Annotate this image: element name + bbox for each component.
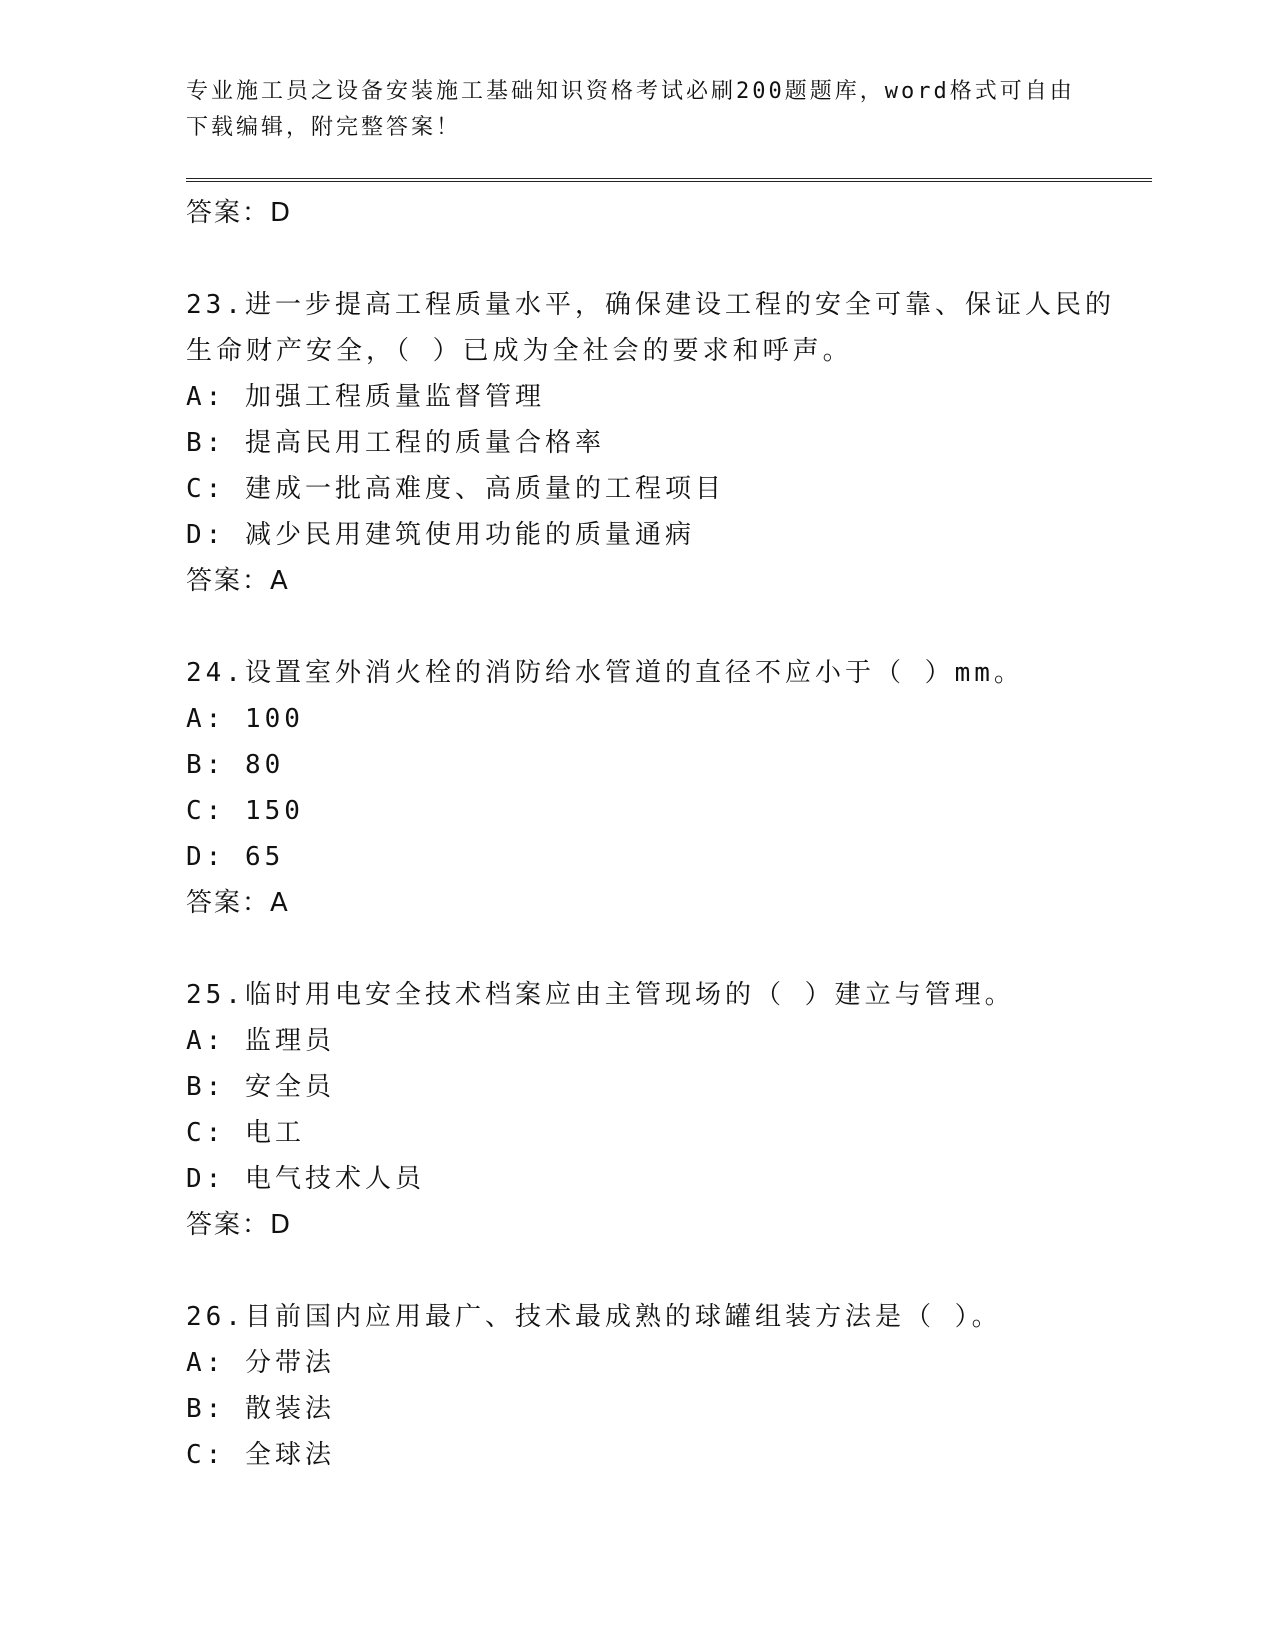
header-divider bbox=[186, 178, 1152, 182]
question-stem: 23.进一步提高工程质量水平，确保建设工程的安全可靠、保证人民的 bbox=[186, 290, 1115, 320]
question-26 bbox=[186, 1294, 1086, 1478]
spacer bbox=[186, 604, 1086, 650]
question-stem: 24.设置室外消火栓的消防给水管道的直径不应小于（ ）mm。 bbox=[186, 658, 1024, 688]
option-d: D: 减少民用建筑使用功能的质量通病 bbox=[186, 520, 695, 550]
question-stem: 25.临时用电安全技术档案应由主管现场的（ ）建立与管理。 bbox=[186, 980, 1015, 1010]
option-d: D: 65 bbox=[186, 842, 285, 872]
answer: 答案：D bbox=[186, 1210, 293, 1240]
question-23 bbox=[186, 282, 1115, 604]
option-c: C: 150 bbox=[186, 796, 304, 826]
question-24 bbox=[186, 650, 1086, 926]
option-b: B: 80 bbox=[186, 750, 285, 780]
option-a: A: 监理员 bbox=[186, 1026, 335, 1056]
question-25 bbox=[186, 972, 1086, 1248]
header-line-1: 专业施工员之设备安装施工基础知识资格考试必刷200题题库，word格式可自由 bbox=[186, 79, 1075, 104]
option-c: C: 全球法 bbox=[186, 1440, 335, 1470]
option-b: B: 安全员 bbox=[186, 1072, 335, 1102]
spacer bbox=[186, 926, 1086, 972]
answer: 答案：A bbox=[186, 566, 290, 596]
header-line-2: 下载编辑，附完整答案！ bbox=[186, 115, 462, 140]
option-a: A: 100 bbox=[186, 704, 304, 734]
option-c: C: 电工 bbox=[186, 1118, 305, 1148]
option-b: B: 散装法 bbox=[186, 1394, 335, 1424]
document-header bbox=[186, 74, 1086, 146]
question-stem: 26.目前国内应用最广、技术最成熟的球罐组装方法是（ ）。 bbox=[186, 1302, 1002, 1332]
previous-answer: 答案：D bbox=[186, 198, 293, 228]
answer: 答案：A bbox=[186, 888, 290, 918]
option-b: B: 提高民用工程的质量合格率 bbox=[186, 428, 605, 458]
option-d: D: 电气技术人员 bbox=[186, 1164, 425, 1194]
spacer bbox=[186, 1248, 1086, 1294]
option-a: A: 分带法 bbox=[186, 1348, 335, 1378]
question-content bbox=[186, 190, 1115, 1478]
question-stem: 生命财产安全，（ ）已成为全社会的要求和呼声。 bbox=[186, 336, 853, 366]
option-c: C: 建成一批高难度、高质量的工程项目 bbox=[186, 474, 725, 504]
spacer bbox=[186, 236, 1086, 282]
option-a: A: 加强工程质量监督管理 bbox=[186, 382, 545, 412]
